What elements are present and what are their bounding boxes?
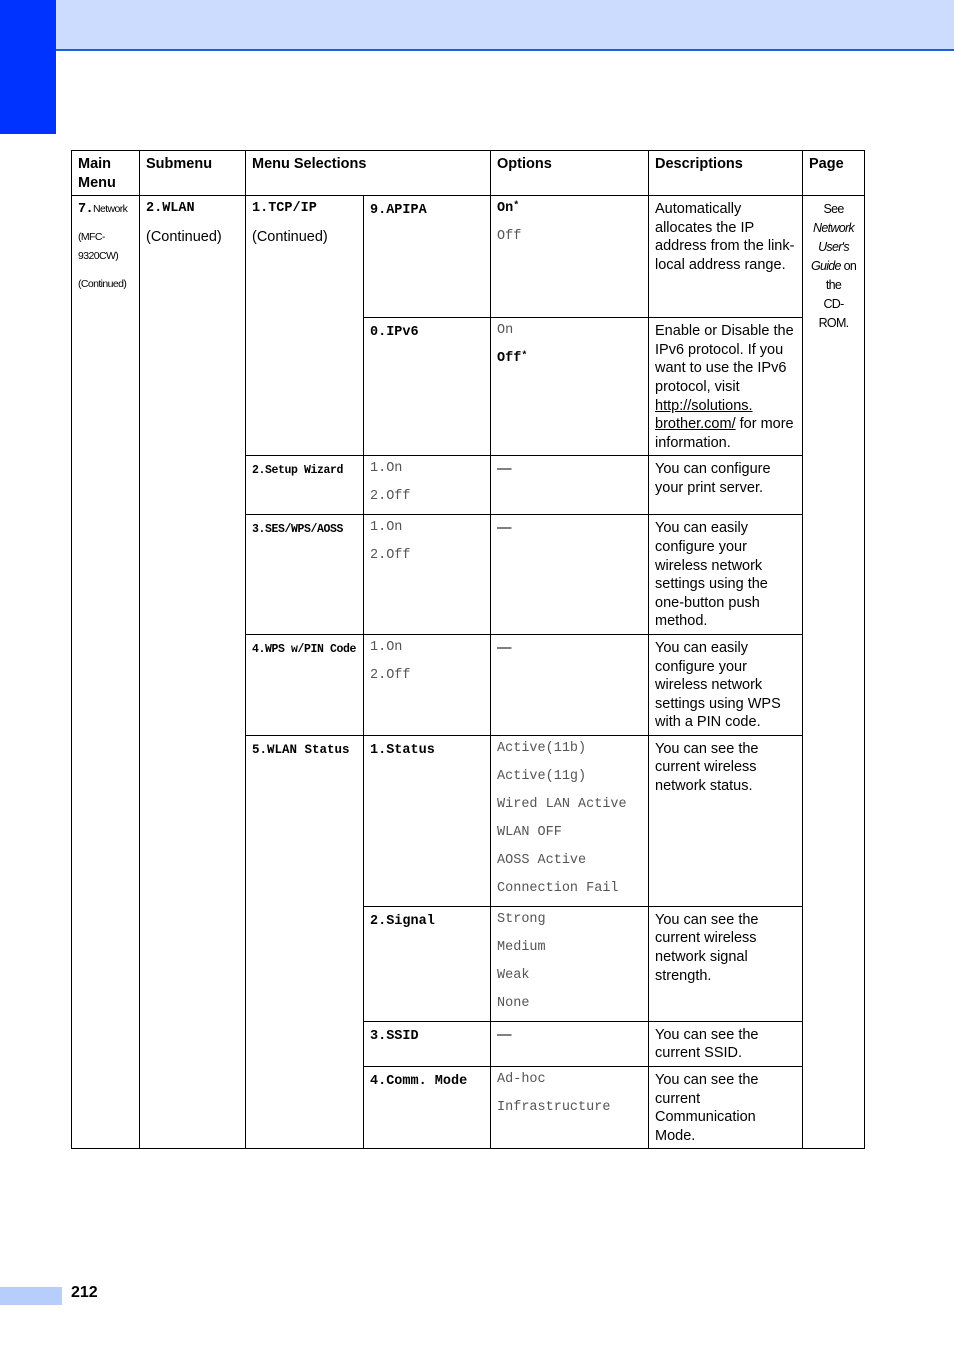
wps-pin-label: 4.WPS w/PIN Code: [252, 642, 357, 656]
ipv6-description: Enable or Disable the IPv6 protocol. If you want to use the IPv6 protocol, visit http://solutions. brother.com/ for more information.: [649, 318, 803, 456]
tcpip-label: 1.TCP/IP: [252, 201, 317, 217]
apipa-option-off: Off: [497, 229, 522, 245]
solutions-link[interactable]: http://solutions. brother.com/: [655, 397, 753, 433]
wlan-status-label: 5.WLAN Status: [252, 742, 350, 757]
setup-wizard-off: 2.Off: [370, 489, 411, 505]
signal-label: 2.Signal: [370, 913, 435, 929]
status-cell: [364, 735, 491, 906]
comm-mode-cell: [364, 1067, 491, 1149]
setup-wizard-options: —: [491, 456, 649, 515]
wps-pin-options: —: [491, 634, 649, 735]
apipa-options: [491, 196, 649, 318]
ses-cell: [246, 515, 364, 635]
header-submenu: Submenu: [140, 151, 246, 196]
signal-option: Medium: [497, 939, 546, 955]
signal-cell: [364, 906, 491, 1021]
header-descriptions: Descriptions: [649, 151, 803, 196]
comm-mode-options: [491, 1067, 649, 1149]
tcpip-continued: (Continued): [252, 228, 328, 245]
status-label: 1.Status: [370, 742, 435, 758]
main-menu-model: (MFC-9320CW): [78, 231, 119, 263]
wlan-status-cell: [246, 735, 364, 1149]
header-menu-selections: Menu Selections: [246, 151, 491, 196]
page-number-band: [0, 1287, 62, 1305]
page-ref-cell: [803, 196, 865, 1149]
apipa-description: Automatically allocates the IP address from the link-local address range.: [649, 196, 803, 318]
submenu-cell: [140, 196, 246, 1149]
signal-options: [491, 906, 649, 1021]
apipa-cell: [364, 196, 491, 318]
table-header-row: [72, 151, 865, 196]
tcpip-cell: [246, 196, 364, 456]
ipv6-options: [491, 318, 649, 456]
network-menu-table: [71, 150, 865, 1149]
ses-label: 3.SES/WPS/AOSS: [252, 523, 344, 537]
ses-off: 2.Off: [370, 548, 411, 564]
setup-wizard-description: You can configure your print server.: [649, 456, 803, 515]
page-number: 212: [71, 1284, 98, 1301]
signal-option: None: [497, 995, 530, 1011]
header-page: Page: [803, 151, 865, 196]
wps-pin-cell: [246, 634, 364, 735]
comm-mode-description: You can see the current Communication Mode.: [649, 1067, 803, 1149]
header-main-menu: Main Menu: [72, 151, 140, 196]
wps-pin-off: 2.Off: [370, 667, 411, 683]
ipv6-option-on: On: [497, 323, 514, 339]
submenu-label: 2.WLAN: [146, 201, 195, 217]
status-option: Wired LAN Active: [497, 796, 627, 812]
chapter-tab: [0, 0, 56, 134]
setup-wizard-selections: [364, 456, 491, 515]
ses-options: —: [491, 515, 649, 635]
ssid-label: 3.SSID: [370, 1028, 419, 1044]
ipv6-option-off: Off*: [497, 351, 528, 367]
setup-wizard-label: 2.Setup Wizard: [252, 464, 344, 478]
signal-option: Strong: [497, 911, 546, 927]
status-option: WLAN OFF: [497, 824, 562, 840]
header-band: [0, 0, 954, 51]
comm-mode-label: 4.Comm. Mode: [370, 1074, 468, 1090]
main-menu-label: [78, 200, 133, 219]
ipv6-label: 0.IPv6: [370, 325, 419, 341]
ses-on: 1.On: [370, 520, 403, 536]
status-options: [491, 735, 649, 906]
status-option: AOSS Active: [497, 852, 587, 868]
wps-pin-selections: [364, 634, 491, 735]
main-menu-num: 7.: [78, 202, 94, 218]
ses-description: You can easily configure your wireless network settings using the one-button push method.: [649, 515, 803, 635]
signal-option: Weak: [497, 967, 530, 983]
main-menu-cell: [72, 196, 140, 1149]
wps-pin-on: 1.On: [370, 639, 403, 655]
header-options: Options: [491, 151, 649, 196]
submenu-continued: (Continued): [146, 228, 222, 245]
status-description: You can see the current wireless network status.: [649, 735, 803, 906]
main-menu-name: Network: [93, 203, 128, 216]
comm-mode-option: Ad-hoc: [497, 1072, 546, 1088]
apipa-label: 9.APIPA: [370, 203, 427, 219]
status-option: Active(11b): [497, 740, 587, 756]
main-menu-continued: (Continued): [78, 278, 127, 291]
ssid-options: —: [491, 1021, 649, 1066]
comm-mode-option: Infrastructure: [497, 1100, 611, 1116]
wps-pin-description: You can easily configure your wireless network settings using WPS with a PIN code.: [649, 634, 803, 735]
page-reference: See Network User's Guide on the CD-ROM.: [810, 202, 857, 331]
ses-selections: [364, 515, 491, 635]
status-option: Active(11g): [497, 768, 587, 784]
table-row: [72, 196, 865, 318]
setup-wizard-cell: [246, 456, 364, 515]
status-option: Connection Fail: [497, 880, 619, 896]
apipa-option-on: On*: [497, 201, 520, 217]
ipv6-cell: [364, 318, 491, 456]
ssid-cell: [364, 1021, 491, 1066]
setup-wizard-on: 1.On: [370, 461, 403, 477]
signal-description: You can see the current wireless network signal strength.: [649, 906, 803, 1021]
ssid-description: You can see the current SSID.: [649, 1021, 803, 1066]
